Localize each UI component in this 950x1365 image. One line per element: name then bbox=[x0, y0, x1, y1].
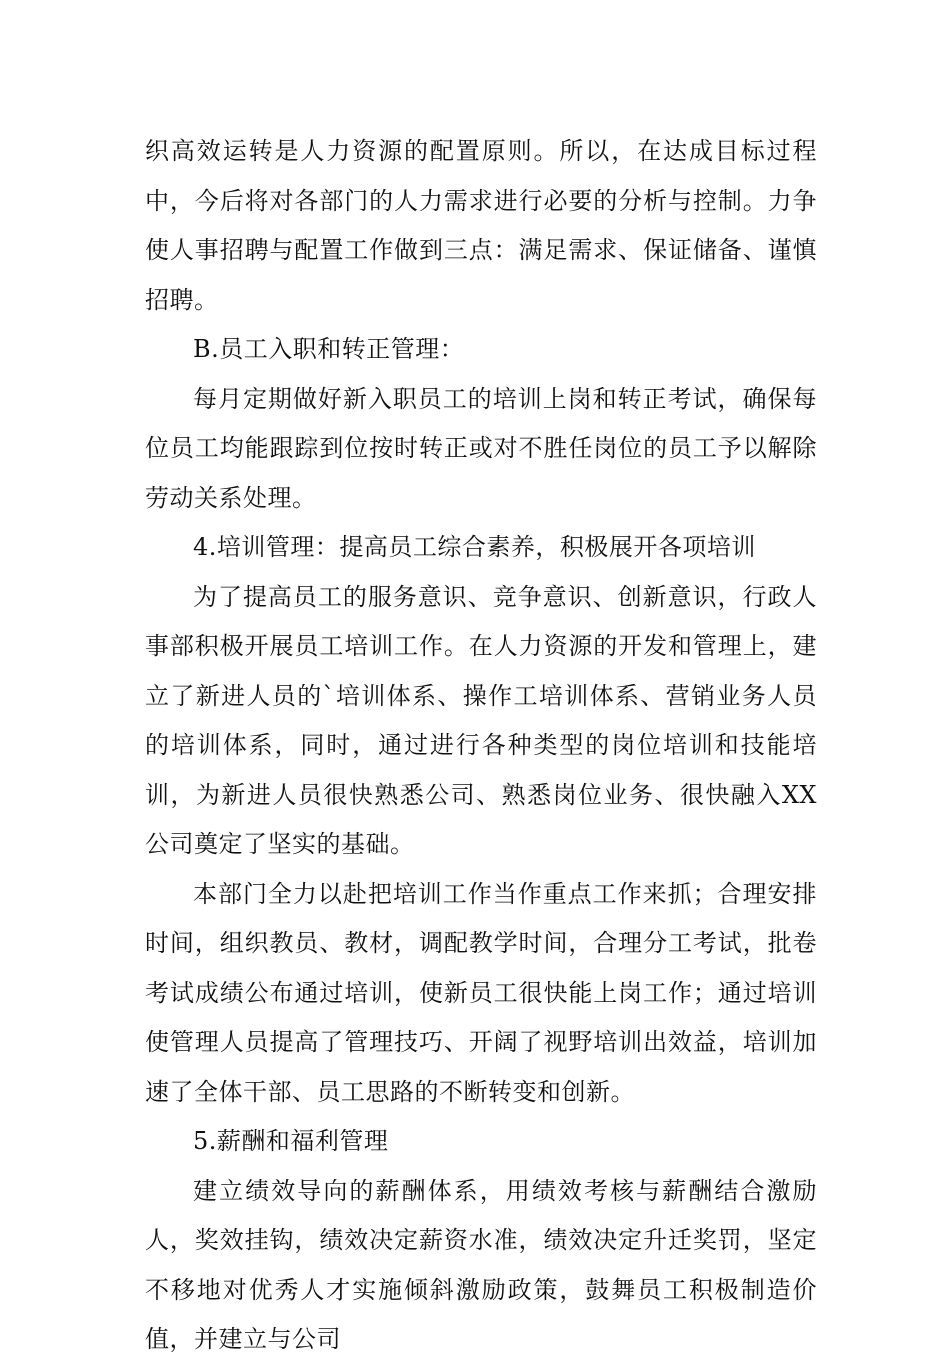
paragraph-4-heading: 4.培训管理：提高员工综合素养，积极展开各项培训 bbox=[193, 533, 756, 561]
paragraph-3: 每月定期做好新入职员工的培训上岗和转正考试，确保每位员工均能跟踪到位按时转正或对不胜任岗位的员工予以解除劳动关系处理。 bbox=[145, 384, 817, 512]
paragraph-8: 建立绩效导向的薪酬体系，用绩效考核与薪酬结合激励人，奖效挂钩，绩效决定薪资水准，绩效决定升迁奖罚，坚定不移地对优秀人才实施倾斜激励政策，鼓舞员工积极制造价值，并建立与公司 bbox=[145, 1176, 817, 1353]
paragraph-6: 本部门全力以赴把培训工作当作重点工作来抓；合理安排时间，组织教员、教材，调配教学时间，合理分工考试，批卷考试成绩公布通过培训，使新员工很快能上岗工作；通过培训使管理人员提高了管理技巧、开阔了视野培训出效益，培训加速了全体干部、员工思路的不断转变和创新。 bbox=[145, 879, 817, 1106]
paragraph-5: 为了提高员工的服务意识、竞争意识、创新意识，行政人事部积极开展员工培训工作。在人力资源的开发和管理上，建立了新进人员的`培训体系、操作工培训体系、营销业务人员的培训体系，同时，通过进行各种类型的岗位培训和技能培训，为新进人员很快熟悉公司、熟悉岗位业务、很快融入XX公司奠定了坚实的基础。 bbox=[145, 582, 817, 858]
document-body bbox=[145, 127, 817, 1365]
paragraph-2-heading: B.员工入职和转正管理： bbox=[193, 335, 465, 363]
paragraph-1: 织高效运转是人力资源的配置原则。所以，在达成目标过程中，今后将对各部门的人力需求进行必要的分析与控制。力争使人事招聘与配置工作做到三点：满足需求、保证储备、谨慎招聘。 bbox=[145, 137, 817, 314]
paragraph-7-heading: 5.薪酬和福利管理 bbox=[193, 1127, 389, 1155]
